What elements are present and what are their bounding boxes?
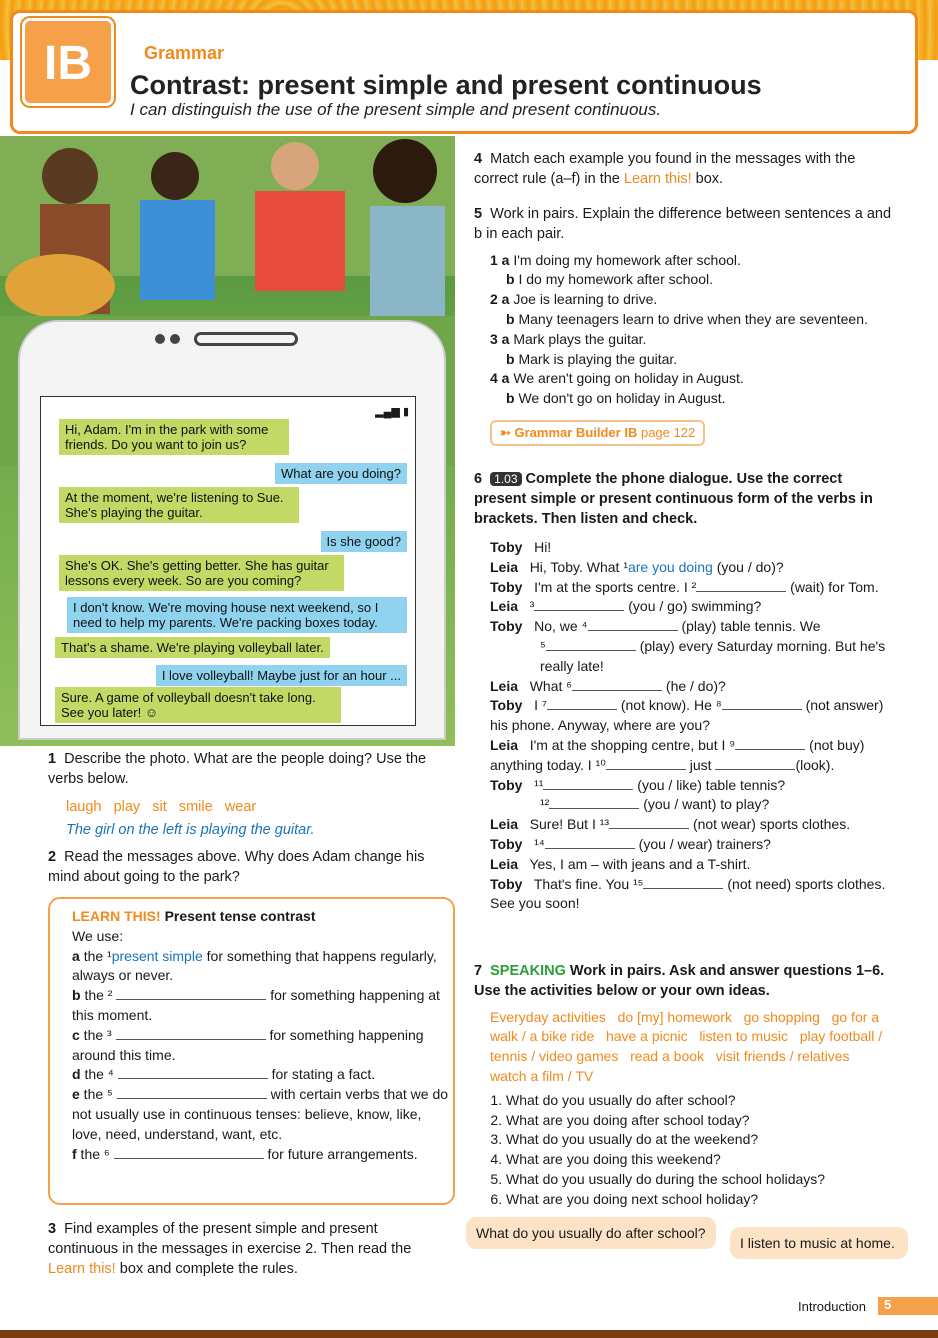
learn-this-box: LEARN THIS! Present tense contrast We use: a the ¹present simple for something that happens regularly, always or never. b the ² for something happening at this moment. c the ³ for something happening around this time. d the ⁴ for stating a fact. e the ⁵ with certain verbs that we do not usually use in continuous tenses: believe, know, like, love, need, understand, want, etc. f the ⁶ for future arrangements. xyxy=(48,897,455,1205)
chat-message: At the moment, we're listening to Sue. She's playing the guitar. xyxy=(59,487,299,523)
chat-message: I don't know. We're moving house next weekend, so I need to help my parents. We're packing boxes today. xyxy=(67,597,407,633)
chat-message: Sure. A game of volleyball doesn't take long. See you later! ☺ xyxy=(55,687,341,723)
speech-bubble: What do you usually do after school? xyxy=(466,1217,716,1249)
chat-message: What are you doing? xyxy=(275,463,407,484)
example-answer: The girl on the left is playing the guitar. xyxy=(66,822,315,839)
chat-message: That's a shame. We're playing volleyball later. xyxy=(55,637,330,658)
exercise-3: 3 Find examples of the present simple and present continuous in the messages in exercise 2. Then read the Learn this! box and complete the rules. xyxy=(48,1221,412,1277)
chat-message: I love volleyball! Maybe just for an hour ... xyxy=(156,665,407,686)
phone-dialogue: Toby Hi! Leia Hi, Toby. What ¹are you doing (you / do)? Toby I'm at the sports centre. I ² (wait) for Tom. Leia ³ (you / go) swimming? Toby No, we ⁴ (play) table tennis. We ⁵ (play) every Saturday morning. But he's really late! Leia What ⁶ (he / do)? Toby I ⁷ (not know). He ⁸ (not answer) his phone. Anyway, where are you? Leia I'm at the shopping centre, but I ⁹ (not buy) anything today. I ¹⁰ just (look). Toby ¹¹ (you / like) table tennis? ¹² (you / want) to play? Leia Sure! But I ¹³ (not wear) sports clothes. Toby ¹⁴ (you / wear) trainers? Leia Yes, I am – with jeans and a T-shirt. Toby That's fine. You ¹⁵ (not need) sports clothes. See you soon! xyxy=(490,539,886,912)
section-tab: Grammar xyxy=(134,38,234,66)
page-title: Contrast: present simple and present continuous xyxy=(130,70,762,100)
page-subtitle: I can distinguish the use of the present simple and present continuous. xyxy=(130,100,662,119)
footer-label: Introduction xyxy=(798,1299,866,1314)
verb-list: laugh play sit smile wear xyxy=(66,798,257,815)
exercise-1: 1 Describe the photo. What are the people doing? Use the verbs below. laugh play sit smile wear The girl on the left is playing the guitar. xyxy=(48,750,448,841)
unit-badge: IB xyxy=(22,18,114,106)
exercise-4: 4 Match each example you found in the messages with the correct rule (a–f) in the Learn this! box. xyxy=(474,151,856,187)
page-number: 5 xyxy=(878,1297,938,1315)
exercise-7: 7 SPEAKING Work in pairs. Ask and answer questions 1–6. Use the activities below or your own ideas. Everyday activities do [my] homework go shopping go for a walk / a bike ride have a picnic listen to music play football / tennis / video games read a book visit friends / relatives watch a film / TV 1. What do you usually do after school? 2. What are you doing after school today? 3. What do you usually do at the weekend? 4. What are you doing this weekend? 5. What do you usually do during the school holidays? 6. What are you doing next school holiday? xyxy=(474,962,894,1210)
audio-track-badge[interactable]: 1.03 xyxy=(490,472,521,486)
speech-bubble: I listen to music at home. xyxy=(730,1227,908,1259)
signal-icon: ▂▄▆ ▮ xyxy=(375,406,409,418)
activity-list: Everyday activities do [my] homework go shopping go for a walk / a bike ride have a picnic listen to music play football / tennis / video games read a book visit friends / relatives watch a film / TV xyxy=(490,1008,887,1084)
exercise-6: 6 1.03 Complete the phone dialogue. Use the correct present simple or present continuous form of the verbs in brackets. Then listen and check. xyxy=(474,471,873,527)
exercise-5: 5 Work in pairs. Explain the difference between sentences a and b in each pair. 1 a I'm doing my homework after school. b I do my homework after school. 2 a Joe is learning to drive. b Many teenagers learn to drive when they are seventeen. 3 a Mark plays the guitar. b Mark is playing the guitar. 4 a We aren't going on holiday in August. b We don't go on holiday in August. xyxy=(474,206,892,407)
exercise-2: 2 Read the messages above. Why does Adam change his mind about going to the park? xyxy=(48,849,425,885)
chat-message: Is she good? xyxy=(321,531,407,552)
footer-bar xyxy=(0,1330,938,1338)
chat-message: Hi, Adam. I'm in the park with some friends. Do you want to join us? xyxy=(59,419,289,455)
grammar-builder-link[interactable]: ➳ Grammar Builder IB page 122 xyxy=(490,420,705,446)
chat-screen xyxy=(40,396,416,726)
chat-message: She's OK. She's getting better. She has guitar lessons every week. So are you coming? xyxy=(59,555,344,591)
